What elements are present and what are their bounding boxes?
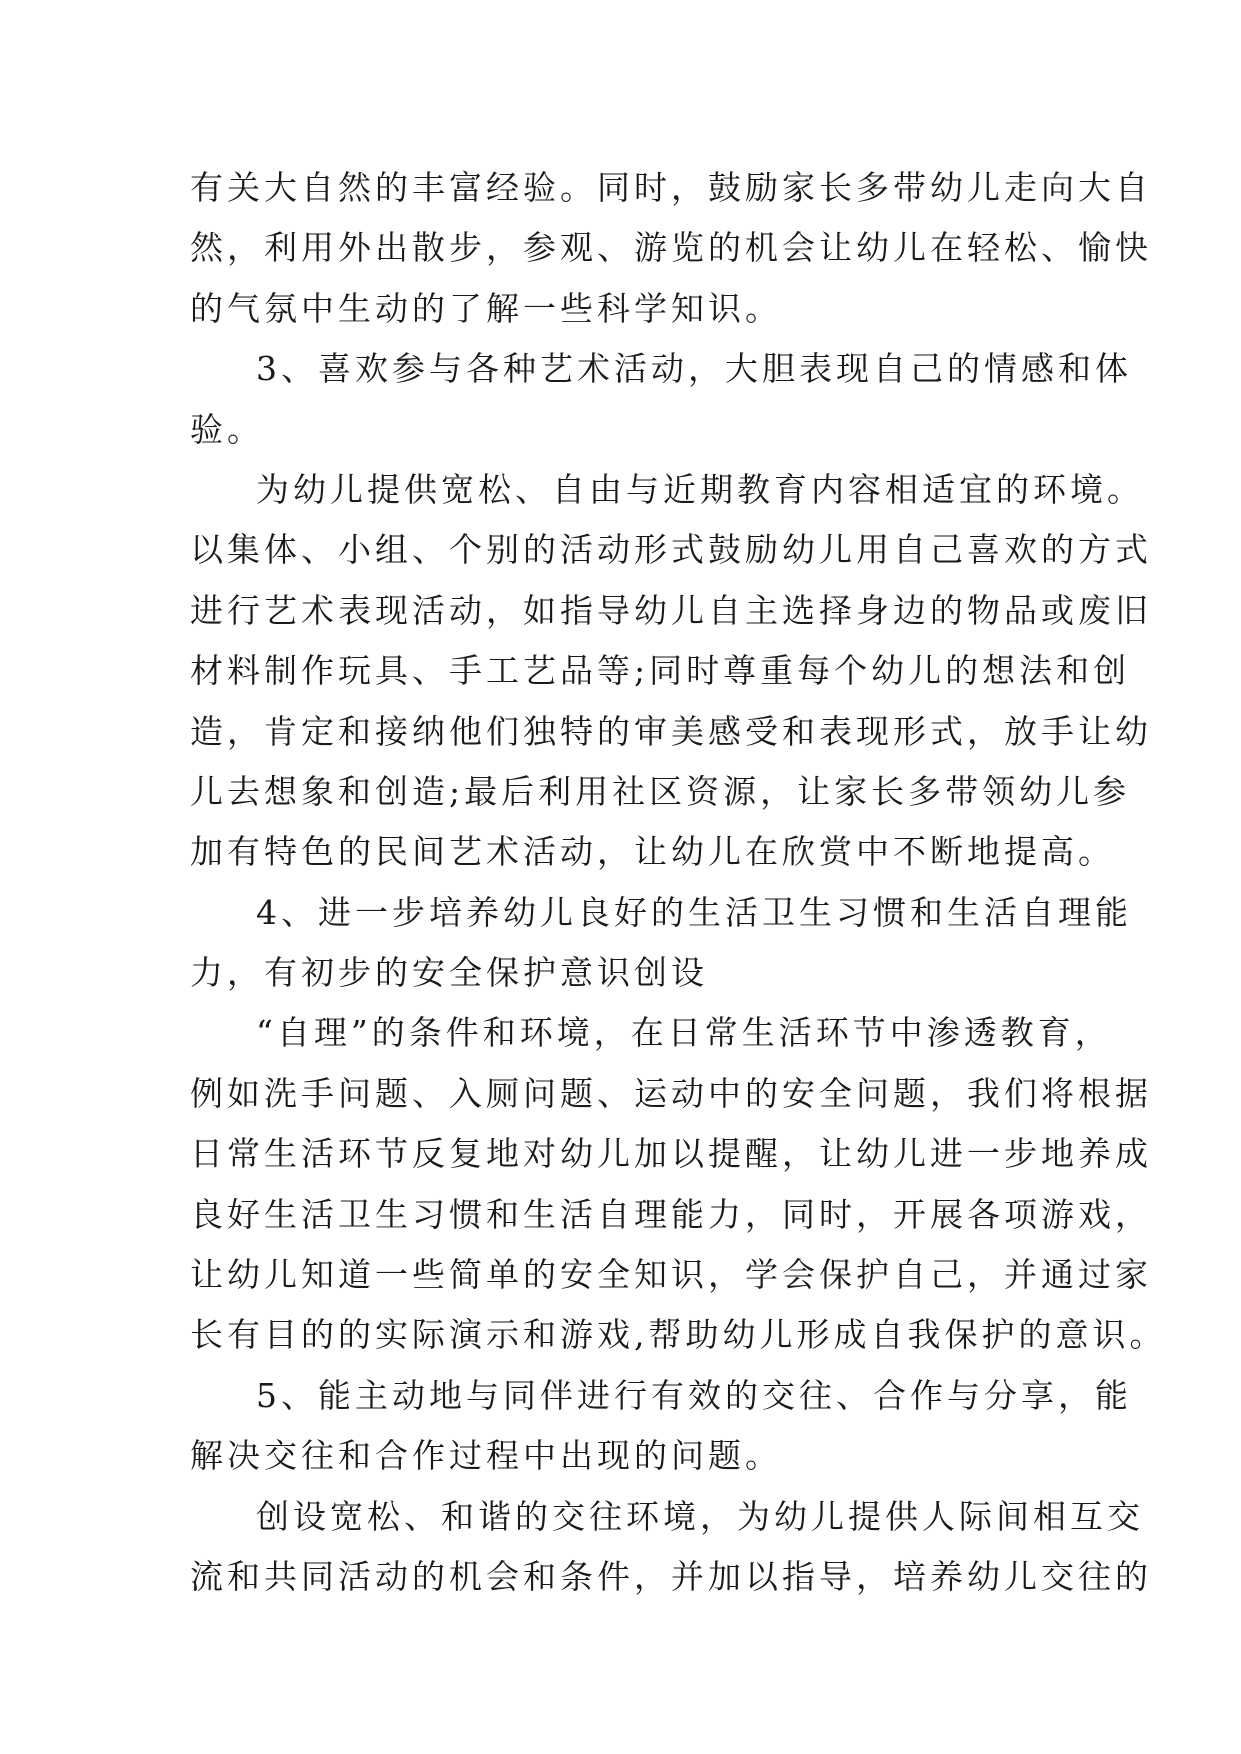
text-line: 良好生活卫生习惯和生活自理能力，同时，开展各项游戏，	[190, 1194, 1152, 1234]
text-line: 材料制作玩具、手工艺品等;同时尊重每个幼儿的想法和创	[190, 651, 1131, 691]
text-line: 以集体、小组、个别的活动形式鼓励幼儿用自己喜欢的方式	[190, 530, 1152, 570]
text-line: 儿去想象和创造;最后利用社区资源，让家长多带领幼儿参	[190, 771, 1131, 811]
text-line: 力，有初步的安全保护意识创设	[190, 953, 708, 993]
text-line: 例如洗手问题、入厕问题、运动中的安全问题，我们将根据	[190, 1073, 1152, 1113]
paragraph-start: 为幼儿提供宽松、自由与近期教育内容相适宜的环境。	[256, 469, 1144, 509]
text-line: 验。	[190, 409, 264, 449]
text-line: 然，利用外出散步，参观、游览的机会让幼儿在轻松、愉快	[190, 228, 1152, 268]
text-line: 解决交往和合作过程中出现的问题。	[190, 1436, 782, 1476]
text-line: 的气氛中生动的了解一些科学知识。	[190, 288, 782, 328]
paragraph-start: “自理”的条件和环境，在日常生活环节中渗透教育，	[256, 1013, 1112, 1053]
text-line: 造，肯定和接纳他们独特的审美感受和表现形式，放手让幼	[190, 711, 1152, 751]
section-heading-4: 4、进一步培养幼儿良好的生活卫生习惯和生活自理能	[256, 892, 1132, 932]
text-line: 加有特色的民间艺术活动，让幼儿在欣赏中不断地提高。	[190, 832, 1115, 872]
text-line: 长有目的的实际演示和游戏,帮助幼儿形成自我保护的意识。	[190, 1315, 1167, 1355]
text-line: 日常生活环节反复地对幼儿加以提醒，让幼儿进一步地养成	[190, 1134, 1152, 1174]
text-line: 让幼儿知道一些简单的安全知识，学会保护自己，并通过家	[190, 1255, 1152, 1295]
section-heading-5: 5、能主动地与同伴进行有效的交往、合作与分享，能	[256, 1375, 1132, 1415]
text-line: 有关大自然的丰富经验。同时，鼓励家长多带幼儿走向大自	[190, 168, 1152, 207]
paragraph-start: 创设宽松、和谐的交往环境，为幼儿提供人际间相互交	[256, 1496, 1144, 1536]
body-text	[190, 158, 1167, 1607]
section-heading-3: 3、喜欢参与各种艺术活动，大胆表现自己的情感和体	[256, 349, 1132, 389]
text-line: 流和共同活动的机会和条件，并加以指导，培养幼儿交往的	[190, 1556, 1152, 1596]
text-line: 进行艺术表现活动，如指导幼儿自主选择身边的物品或废旧	[190, 590, 1152, 630]
